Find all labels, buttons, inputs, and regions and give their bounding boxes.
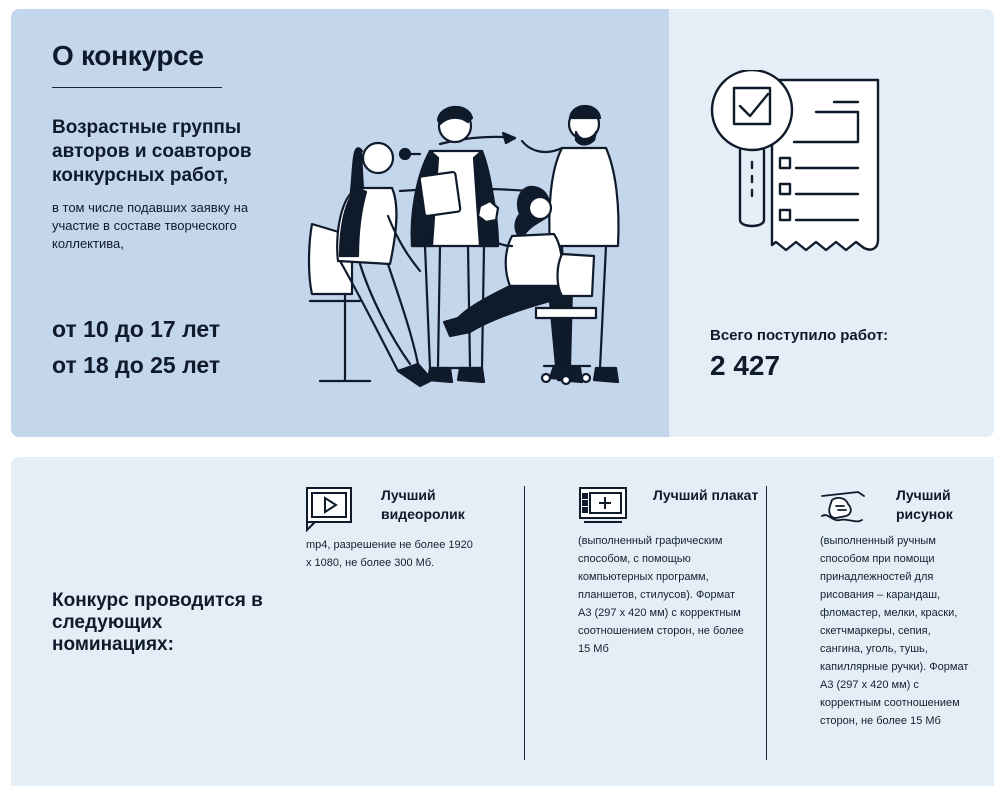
age-groups-heading: Возрастные группы авторов и соавторов конкурсных работ, — [52, 117, 252, 186]
nomination-desc-poster: (выполненный графическим способом, с помощью компьютерных программ, планшетов, стилусов). Формат А3 (297 х 420 мм) с корректным соотношением сторон, не более 15 Мб — [578, 535, 744, 655]
nomination-title-video: Лучший видеоролик — [381, 487, 465, 522]
age-groups-note: в том числе подавших заявку на участие в составе творческого коллектива, — [52, 200, 249, 251]
nomination-title-drawing: Лучший рисунок — [896, 487, 953, 522]
nominations-heading: Конкурс проводится в следующих номинациях: — [52, 590, 263, 655]
nomination-desc-drawing: (выполненный ручным способом при помощи принадлежностей для рисования – карандаш, фломастер, мелки, краски, скетчмаркеры, сепия, сангина, уголь, тушь, капиллярные ручки). Формат А3 (297 х 420 мм) с корректным соотношением сторон, не более 15 Мб — [820, 535, 969, 727]
page-title: О конкурсе — [52, 40, 204, 71]
nomination-title-poster: Лучший плакат — [653, 487, 759, 503]
video-player-icon — [305, 486, 355, 532]
total-works-label: Всего поступило работ: — [710, 327, 889, 344]
graphics-tablet-icon — [578, 486, 628, 526]
column-divider — [524, 486, 525, 760]
title-underline — [52, 87, 222, 88]
age-range-junior: от 10 до 17 лет — [52, 316, 221, 342]
total-works-count: 2 427 — [710, 350, 781, 381]
hand-drawing-icon — [818, 486, 868, 526]
age-range-senior: от 18 до 25 лет — [52, 352, 221, 378]
document-magnifier-icon — [706, 70, 886, 260]
team-illustration — [300, 96, 640, 396]
column-divider — [766, 486, 767, 760]
nomination-desc-video: mp4, разрешение не более 1920 х 1080, не более 300 Мб. — [306, 539, 473, 569]
